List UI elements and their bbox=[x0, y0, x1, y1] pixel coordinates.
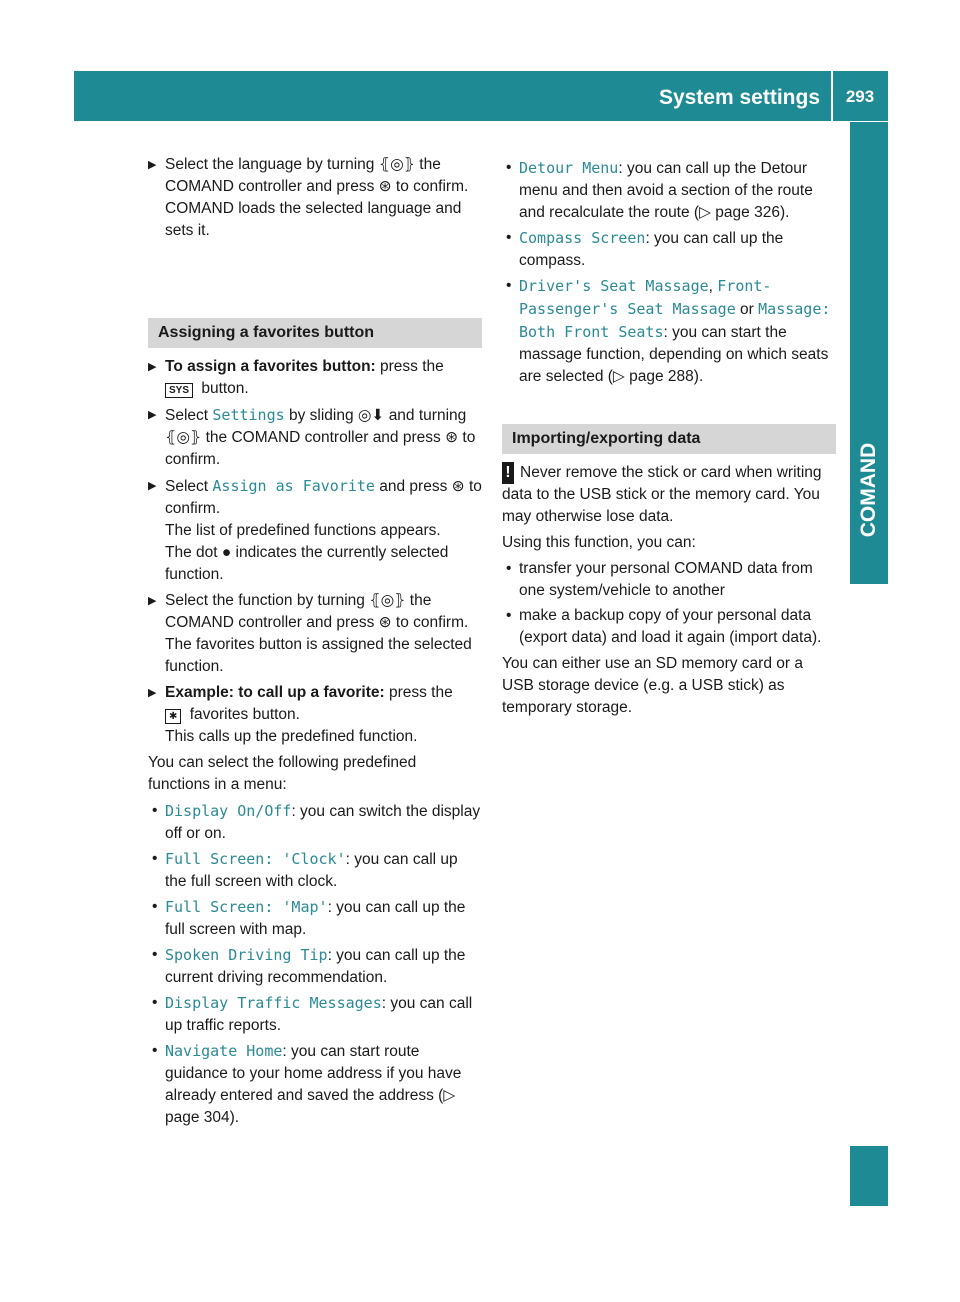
page-number: 293 bbox=[845, 87, 875, 106]
step-arrow-icon: ▶ bbox=[148, 159, 157, 171]
using-intro: Using this function, you can: bbox=[502, 534, 696, 551]
list-item: • Detour Menu: you can call up the Detour menu and then avoid a section of the route and recalculate the route (▷ page 326). bbox=[506, 159, 813, 221]
step-arrow-icon: ▶ bbox=[148, 595, 157, 607]
chapter-tab bbox=[850, 122, 888, 584]
page-header bbox=[74, 71, 888, 121]
step-example-favorite: ▶ Example: to call up a favorite: press the ✱ favorites button. This calls up the predefined function. bbox=[148, 684, 453, 745]
favorites-star-icon: ✱ bbox=[165, 709, 181, 724]
step-result: COMAND loads the selected language and sets it. bbox=[165, 200, 462, 239]
step-assign-as-favorite: ▶ Select Assign as Favorite and press ⊛ to confirm. The list of predefined functions appears. The dot ● indicates the currently selected function. bbox=[148, 477, 482, 583]
functions-intro: You can select the following predefined functions in a menu: bbox=[148, 754, 417, 793]
list-item: • Display Traffic Messages: you can call up traffic reports. bbox=[152, 994, 473, 1034]
thumb-marker bbox=[850, 1146, 888, 1206]
controller-press-icon: ⊛ bbox=[378, 178, 392, 195]
list-item: • Full Screen: 'Map': you can call up the full screen with map. bbox=[152, 898, 466, 938]
list-item: • Full Screen: 'Clock': you can call up the full screen with clock. bbox=[152, 850, 458, 890]
header-divider bbox=[831, 71, 833, 121]
list-item: • Display On/Off: you can switch the display off or on. bbox=[152, 802, 481, 842]
controller-turn-icon: ⦃◎⦄ bbox=[165, 429, 202, 446]
warning-icon: ! bbox=[502, 462, 514, 484]
list-item: • transfer your personal COMAND data from one system/vehicle to another bbox=[506, 560, 813, 599]
controller-turn-icon: ⦃◎⦄ bbox=[369, 592, 406, 609]
list-item: • Navigate Home: you can start route guidance to your home address if you have already entered and saved the address (▷ page 304). bbox=[152, 1042, 462, 1126]
step-arrow-icon: ▶ bbox=[148, 480, 157, 492]
menu-item-assign-favorite: Assign as Favorite bbox=[212, 477, 375, 495]
list-item: • Compass Screen: you can call up the compass. bbox=[506, 229, 784, 269]
step-select-language: ▶ Select the language by turning ⦃◎⦄ the COMAND controller and press ⊛ to confirm. COMAND loads the selected language and sets it. bbox=[148, 156, 469, 239]
left-column bbox=[148, 154, 482, 1132]
menu-item-settings: Settings bbox=[212, 406, 285, 424]
controller-turn-icon: ⦃◎⦄ bbox=[378, 156, 415, 173]
right-column bbox=[502, 154, 836, 723]
step-arrow-icon: ▶ bbox=[148, 409, 157, 421]
step-select-function: ▶ Select the function by turning ⦃◎⦄ the COMAND controller and press ⊛ to confirm. The favorites button is assigned the selected function. bbox=[148, 592, 472, 675]
storage-note: You can either use an SD memory card or a USB storage device (e.g. a USB stick) as temporary storage. bbox=[502, 655, 803, 716]
step-arrow-icon: ▶ bbox=[148, 361, 157, 373]
warning-note: ! Never remove the stick or card when writing data to the USB stick or the memory card. You may otherwise lose data. bbox=[502, 464, 822, 525]
section-heading-favorites: Assigning a favorites button bbox=[148, 318, 482, 348]
section-heading-import-export: Importing/exporting data bbox=[502, 424, 836, 454]
controller-press-icon: ⊛ bbox=[378, 614, 392, 631]
list-item: • Spoken Driving Tip: you can call up the current driving recommendation. bbox=[152, 946, 466, 986]
step-select-settings: ▶ Select Settings by sliding ◎⬇ and turning ⦃◎⦄ the COMAND controller and press ⊛ to confirm. bbox=[148, 406, 476, 468]
controller-press-icon: ⊛ bbox=[451, 478, 465, 495]
chapter-tab-label: COMAND bbox=[857, 442, 880, 538]
step-arrow-icon: ▶ bbox=[148, 687, 157, 699]
list-item: • make a backup copy of your personal data (export data) and load it again (import data). bbox=[506, 607, 822, 646]
step-assign-favorite: ▶ To assign a favorites button: press the SYS button. bbox=[148, 358, 444, 397]
page-title: System settings bbox=[658, 86, 820, 109]
controller-press-icon: ⊛ bbox=[445, 429, 459, 446]
list-item-massage: • Driver's Seat Massage, Front-Passenger's Seat Massage or Massage: Both Front Seats: you can start the massage function, depending on which seats are selected (▷ page 288). bbox=[506, 277, 831, 385]
sys-button-icon: SYS bbox=[165, 383, 193, 398]
